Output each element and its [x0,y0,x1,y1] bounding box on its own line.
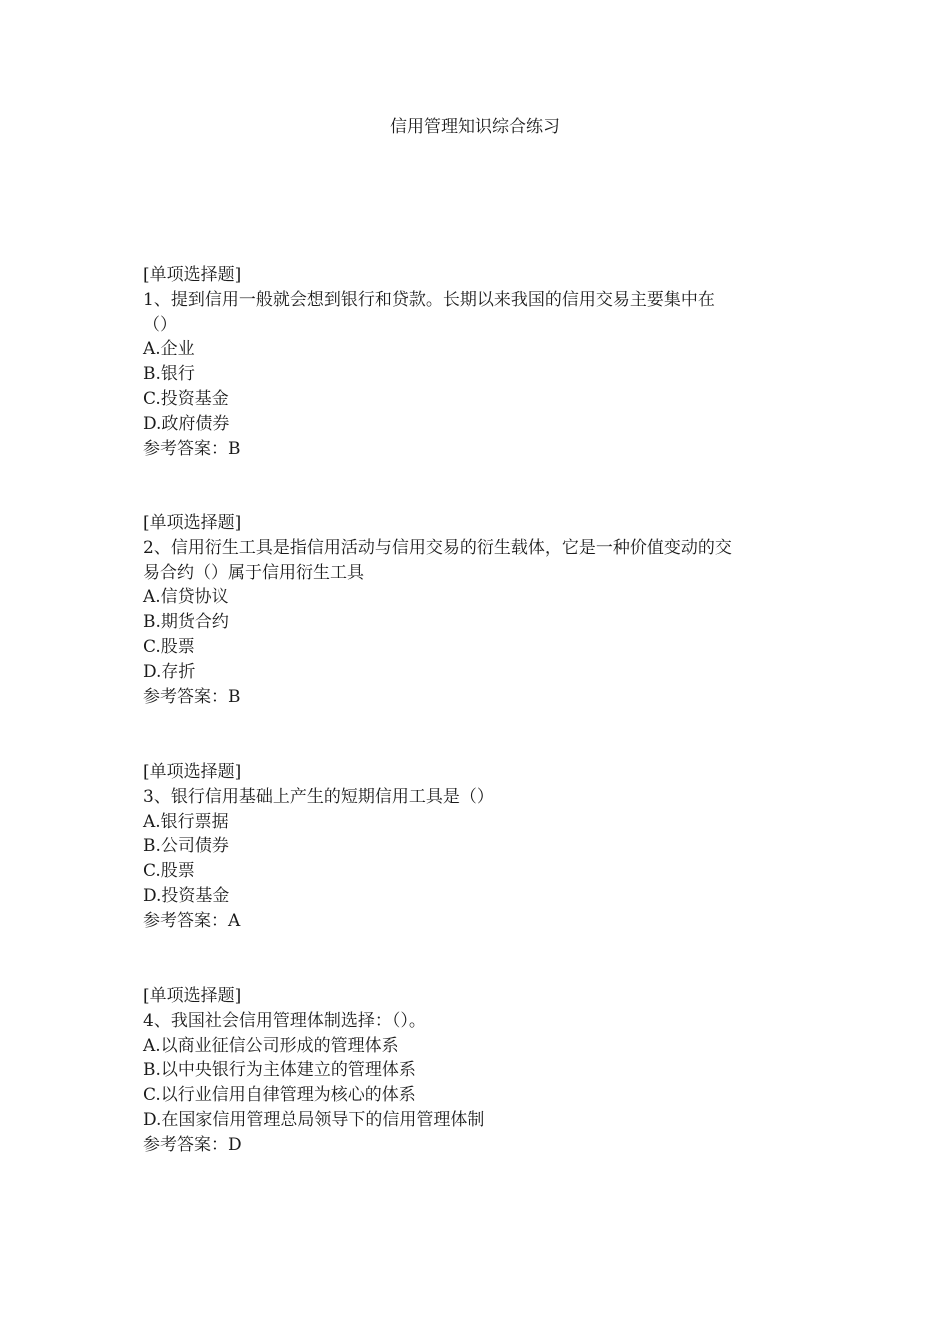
question-1 [143,263,813,461]
question-3 [143,760,813,934]
question-stem-line: 1、提到信用一般就会想到银行和贷款。长期以来我国的信用交易主要集中在 [143,289,715,310]
reference-answer: 参考答案：B [143,438,241,459]
option-a: A.银行票据 [143,811,229,832]
option-c: C.股票 [143,636,195,657]
question-4 [143,984,813,1158]
question-2 [143,511,813,709]
question-stem-line: 2、信用衍生工具是指信用活动与信用交易的衍生载体，它是一种价值变动的交 [143,537,732,558]
option-c: C.以行业信用自律管理为核心的体系 [143,1085,416,1106]
question-type-label: [单项选择题] [143,265,242,285]
question-type-label: [单项选择题] [143,513,242,533]
question-type-label: [单项选择题] [143,986,242,1006]
option-d: D.存折 [143,661,196,682]
option-a: A.信贷协议 [143,587,229,608]
option-a: A.企业 [143,339,195,360]
reference-answer: 参考答案：B [143,686,241,707]
question-stem-line: 易合约（）属于信用衍生工具 [143,562,364,583]
option-d: D.投资基金 [143,885,230,906]
question-stem-line: （） [143,314,177,335]
reference-answer: 参考答案：D [143,1134,242,1155]
question-type-label: [单项选择题] [143,762,242,782]
option-b: B.以中央银行为主体建立的管理体系 [143,1060,416,1081]
option-b: B.公司债券 [143,836,229,857]
option-a: A.以商业征信公司形成的管理体系 [143,1035,399,1056]
option-c: C.投资基金 [143,388,229,409]
option-c: C.股票 [143,861,195,882]
reference-answer: 参考答案：A [143,910,241,931]
option-b: B.期货合约 [143,612,229,633]
option-d: D.政府债券 [143,413,230,434]
question-stem-line: 3、银行信用基础上产生的短期信用工具是（） [143,786,494,807]
option-b: B.银行 [143,364,195,385]
question-stem-line: 4、我国社会信用管理体制选择：（）。 [143,1010,426,1031]
option-d: D.在国家信用管理总局领导下的信用管理体制 [143,1109,485,1130]
page-title: 信用管理知识综合练习 [390,117,560,137]
